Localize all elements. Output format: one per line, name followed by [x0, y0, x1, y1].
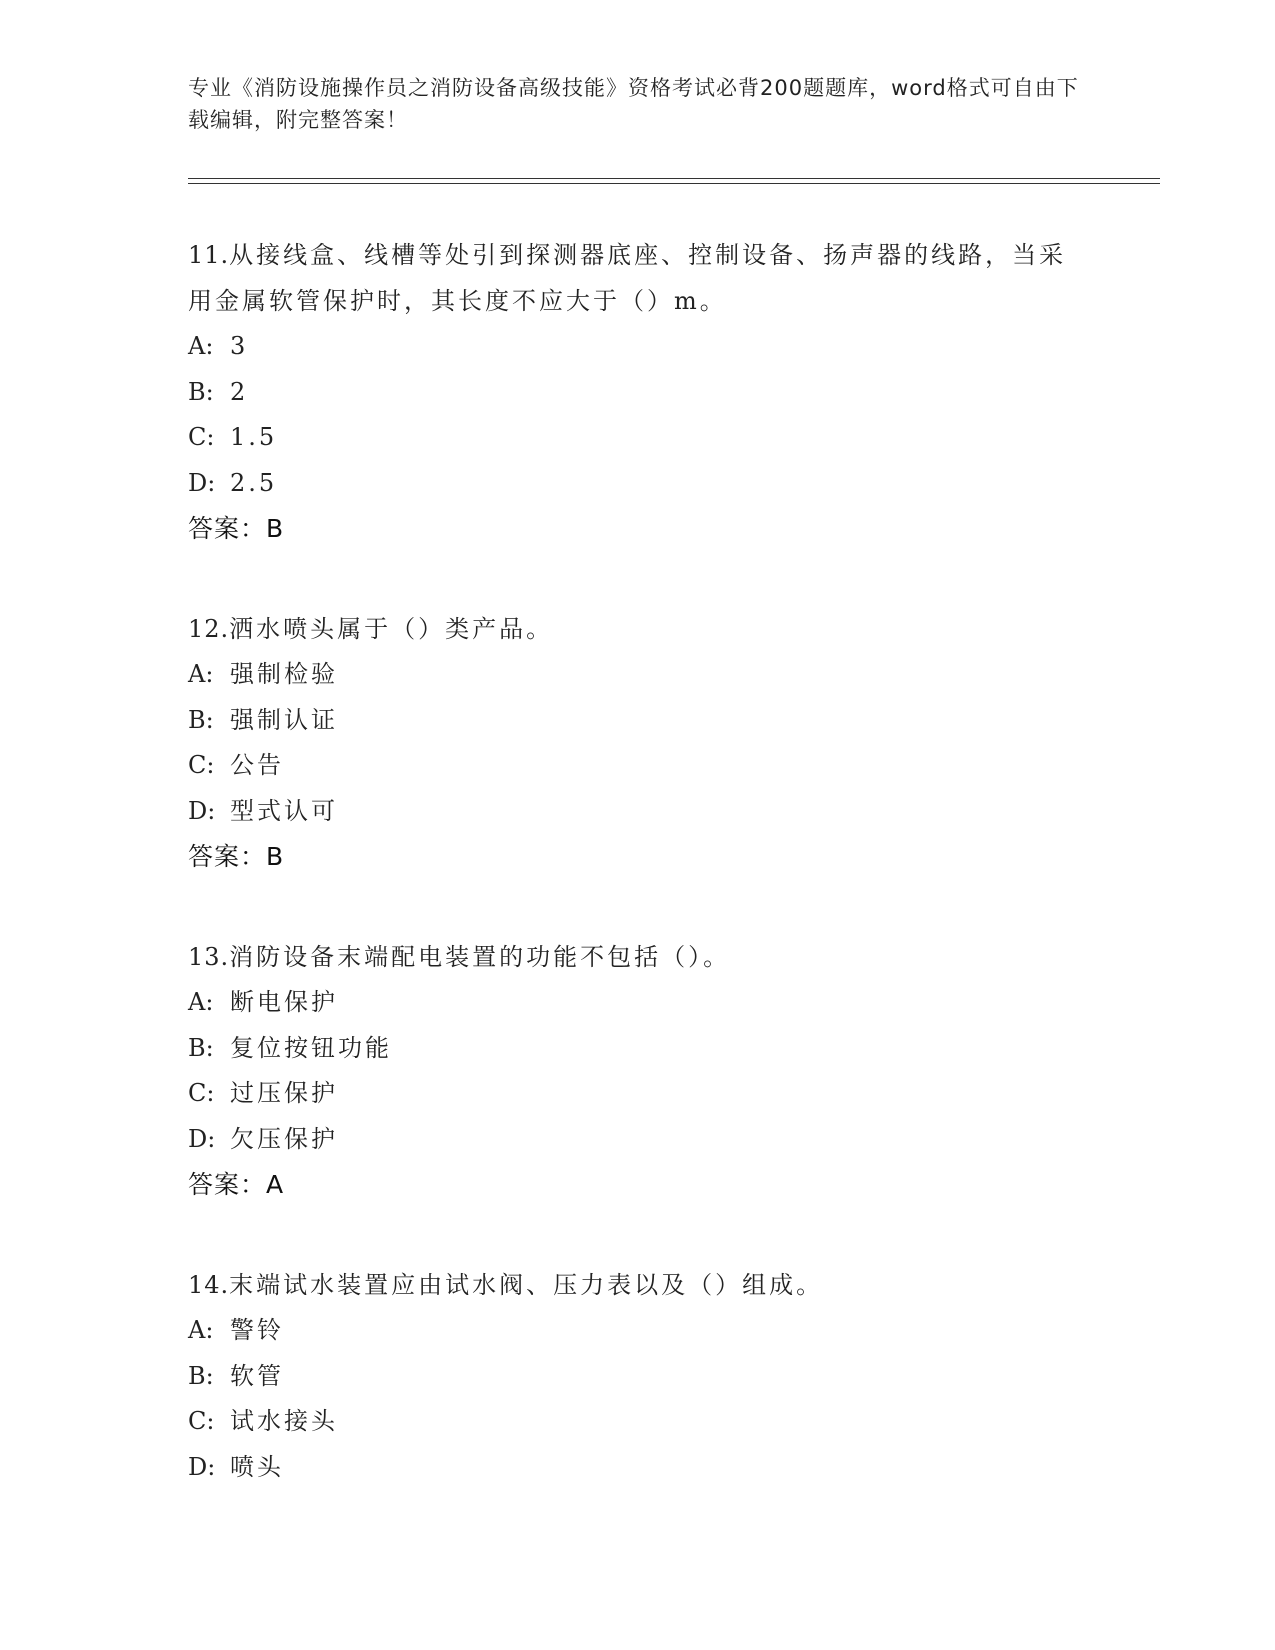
option-a — [188, 1308, 1088, 1354]
option-text: 型式认可 — [230, 796, 338, 825]
option-letter: C: — [188, 1407, 215, 1435]
question-stem — [188, 606, 1088, 652]
option-d — [188, 461, 1088, 507]
question-text: 消防设备末端配电装置的功能不包括（）。 — [229, 943, 731, 971]
option-a — [188, 324, 1088, 370]
option-text: 公告 — [230, 751, 284, 779]
option-a — [188, 652, 1088, 698]
question-14 — [188, 1262, 1088, 1490]
option-text: 欠压保护 — [230, 1124, 338, 1153]
option-text: 喷头 — [230, 1452, 284, 1481]
option-letter: A: — [188, 1316, 214, 1344]
document-header — [188, 72, 1088, 136]
option-letter: A: — [188, 660, 214, 688]
header-divider-top — [188, 178, 1160, 179]
option-d — [188, 1117, 1088, 1163]
option-text: 试水接头 — [230, 1407, 338, 1435]
question-stem — [188, 934, 1088, 980]
option-text: 3 — [230, 332, 249, 360]
answer-line: 答案：B — [188, 514, 285, 543]
option-letter: D: — [188, 468, 216, 497]
option-text: 复位按钮功能 — [230, 1033, 392, 1062]
option-letter: A: — [188, 332, 214, 360]
header-intro-text: 专业《消防设施操作员之消防设备高级技能》资格考试必背200题题库，word格式可自由下载编辑，附完整答案！ — [188, 76, 1079, 132]
question-13 — [188, 934, 1088, 1208]
option-text: 1.5 — [230, 423, 278, 451]
option-text: 警铃 — [230, 1316, 284, 1344]
answer-line: 答案：B — [188, 842, 285, 871]
option-text: 软管 — [230, 1361, 284, 1390]
option-letter: C: — [188, 1079, 215, 1107]
option-a — [188, 980, 1088, 1026]
option-letter: C: — [188, 751, 215, 779]
option-d — [188, 1445, 1088, 1491]
answer-line: 答案：A — [188, 1170, 285, 1199]
option-b — [188, 370, 1088, 416]
question-list — [188, 232, 1088, 1544]
question-11 — [188, 232, 1088, 552]
question-number: 11. — [188, 241, 230, 269]
question-text: 末端试水装置应由试水阀、压力表以及（）组成。 — [229, 1271, 824, 1299]
option-text: 2.5 — [230, 468, 278, 497]
question-text: 从接线盒、线槽等处引到探测器底座、控制设备、扬声器的线路，当采用金属软管保护时，其长度不应大于（）m。 — [188, 241, 1067, 315]
option-c — [188, 1071, 1088, 1117]
option-letter: A: — [188, 988, 214, 1016]
option-letter: D: — [188, 1124, 216, 1153]
option-b — [188, 1354, 1088, 1400]
option-letter: B: — [188, 1033, 214, 1062]
option-letter: B: — [188, 377, 214, 406]
option-c — [188, 1399, 1088, 1445]
question-stem — [188, 232, 1088, 324]
option-text: 2 — [230, 377, 249, 406]
option-text: 强制认证 — [230, 705, 338, 734]
question-number: 13. — [188, 943, 230, 971]
option-text: 断电保护 — [230, 988, 338, 1016]
option-c — [188, 415, 1088, 461]
header-divider-bottom — [188, 183, 1160, 184]
question-text: 洒水喷头属于（）类产品。 — [229, 615, 554, 643]
option-letter: C: — [188, 423, 215, 451]
option-letter: D: — [188, 796, 216, 825]
option-text: 过压保护 — [230, 1079, 338, 1107]
option-b — [188, 698, 1088, 744]
option-c — [188, 743, 1088, 789]
question-stem — [188, 1262, 1088, 1308]
option-letter: B: — [188, 1361, 214, 1390]
question-12 — [188, 606, 1088, 880]
question-number: 12. — [188, 615, 230, 643]
option-b — [188, 1026, 1088, 1072]
option-text: 强制检验 — [230, 660, 338, 688]
option-letter: D: — [188, 1452, 216, 1481]
option-letter: B: — [188, 705, 214, 734]
option-d — [188, 789, 1088, 835]
question-number: 14. — [188, 1271, 230, 1299]
